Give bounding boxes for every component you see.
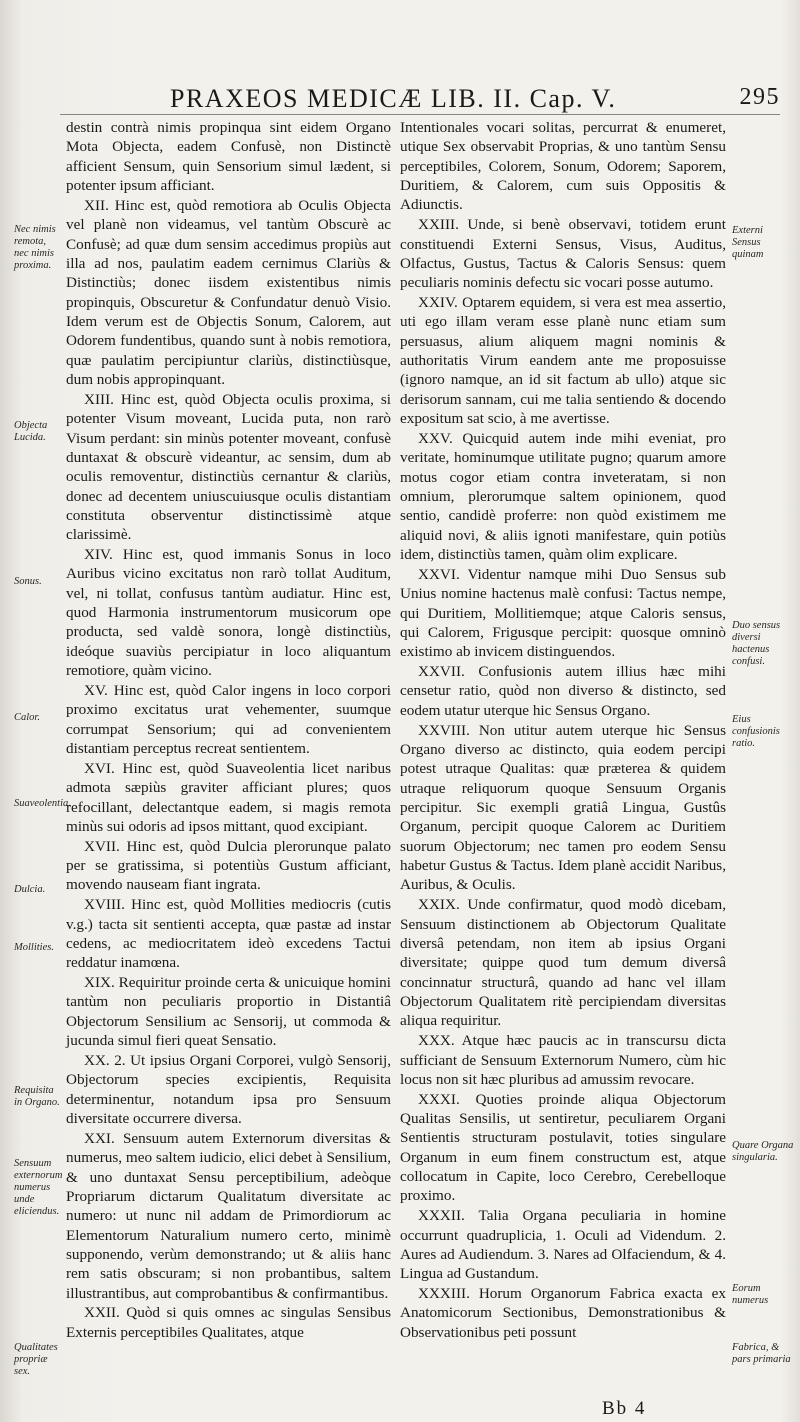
marginal-note: Quare Organa singularia.	[732, 1140, 794, 1163]
paragraph: XXX. Atque hæc paucis ac in transcursu dicta sufficiant de Sensuum Externorum Numero, cùm hic locus non sit hæc pluribus ad amussim revocare.	[400, 1032, 726, 1088]
paragraph: XX. 2. Ut ipsius Organi Corporei, vulgò Sensorij, Objectorum species excipientis, Requisita determinentur, notandum ipsa pro Sensuum diversitate occurrere diversa.	[66, 1052, 391, 1128]
paragraph: XXV. Quicquid autem inde mihi eveniat, pro veritate, hominumque utilitate pugno; quarum amore motus cogor etiam contra inveteratam, si non omnium, plerorumque saltem opinionem, quod sentio, candidè proferre: non quòd existimem me aliquid novi, & aliis ignoti manifestare, quin potiùs idem, distinctiùs tamen, quàm olim explicare.	[400, 430, 726, 564]
marginal-note: Duo sensus diversi hactenus confusi.	[732, 620, 781, 667]
marginal-note: Sonus.	[14, 576, 42, 587]
marginal-note: Mollities.	[14, 942, 54, 953]
paragraph: XIV. Hinc est, quod immanis Sonus in loco Auribus vicino excitatus non rarò tollat Auditum, vel, ni tollat, confusus tantùm audiatur. Hinc est, quod Harmonia instrumentorum musicorum ope producta, sed valdè sonora, longè distinctiùs, ideóque suaviùs percipiatur in loco aliquantum remotiore, quàm vicino.	[66, 546, 391, 680]
paragraph: XII. Hinc est, quòd remotiora ab Oculis Objecta vel planè non videamus, vel tantùm Obscurè ac Confusè; ad quæ dum sensim accedimus propiùs aut illa ad nos, paulatim eadem cernimus Clariùs & Distinctiùs; donec iisdem existentibus nimis propinquis, Obscuretur & Confundatur denuò Visio. Idem verum est de Objectis Sonum, Calorem, aut Odorem fundentibus, quando sunt à nobis remotiora, quæ paulatim percipiuntur clariùs, distinctiùsque, dum nobis appropinquant.	[66, 196, 391, 388]
paragraph: XXII. Quòd si quis omnes ac singulas Sensibus Externis perceptibiles Qualitates, atque	[66, 1304, 391, 1341]
paragraph: XXXIII. Horum Organorum Fabrica exacta ex Anatomicorum Sectionibus, Demonstrationibus & Observationibus peti possunt	[400, 1285, 726, 1341]
paragraph: XVII. Hinc est, quòd Dulcia plerorunque palato per se gratissima, si potentiùs Gustum afficiant, movendo nauseam fiant ingrata.	[66, 837, 391, 894]
paragraph: Intentionales vocari solitas, percurrat & enumeret, utique Sex observabit Proprias, & uno tantùm Sensu perceptibiles, Colorem, Sonum, Odorem; Saporem, Duritiem, & Calorem, cum suis Oppositis & Adiunctis.	[400, 119, 726, 214]
page-number: 295	[739, 84, 780, 110]
signature-mark: Bb 4	[602, 1398, 647, 1419]
marginal-note: Requisita in Organo.	[14, 1085, 60, 1108]
header-rule	[60, 114, 780, 115]
marginal-note: Qualitates propriæ sex.	[14, 1342, 58, 1377]
paragraph: XVIII. Hinc est, quòd Mollities mediocris (cutis v.g.) tacta sit sentienti accepta, quæ pastæ ad instar cedens, ac mediocritatem ideò excedens Tactui reddatur inamœna.	[66, 896, 391, 972]
paragraph: XXVI. Videntur namque mihi Duo Sensus sub Unius nomine hactenus malè confusi: Tactus nempe, qui Duritiem, Mollitiemque; atque Caloris sensus, qui Calorem, Frigusque percipit: quosque omninò existimo ab invicem distinguendos.	[400, 565, 726, 661]
marginal-note: Externi Sensus quinam	[732, 225, 764, 260]
paragraph: XXXI. Quoties proinde aliqua Objectorum Qualitas Sensilis, ut sentiretur, peculiarem Organi Sentientis structuram postulavit, toties singulare Organum in eum finem constructum est, atque collocatum in Capite, loco Cerebro, Cerebelloque proximo.	[400, 1090, 726, 1205]
marginal-note: Objecta Lucida.	[14, 420, 48, 443]
running-head	[170, 84, 780, 114]
paragraph: XXI. Sensuum autem Externorum diversitas & numerus, meo saltem iudicio, elici debet à Sensilium, & uno duntaxat Sensu perceptibilium, adeòque Propriarum dictarum Qualitatum diversitate ac numero: ut nunc nil addam de Primordiorum ac Elementorum Naturalium numero certo, minimè supponendo, verùm demonstrando; ut & aliis hanc rem satis obscuram; si non probantibus, saltem illustrantibus, aut comprobantibus & confirmantibus.	[66, 1129, 391, 1302]
paragraph: XXIII. Unde, si benè observavi, totidem erunt constituendi Externi Sensus, Visus, Auditus, Olfactus, Gustus, Tactus & Caloris Sensus: quem peculiaris nominis defectu sic vocari posse autumo.	[400, 216, 726, 292]
marginal-note: Calor.	[14, 712, 40, 723]
marginal-note: Eius confusionis ratio.	[732, 714, 780, 749]
paragraph: destin contrà nimis propinqua sint eidem Organo Mota Objecta, eadem Confusè, non Distinctè afficient Sensum, quin Sensorium simul lædent, si potenter ipsum afficiant.	[66, 119, 391, 195]
right-text-column	[400, 118, 726, 1398]
marginal-note: Sensuum externorum numerus unde eliciendus.	[14, 1158, 63, 1217]
paragraph: XIX. Requiritur proinde certa & unicuique homini tantùm non peculiaris proportio in Distantiâ Objectorum Sensilium ac Sensorij, ut commoda & jucunda simul fieri queat Sensatio.	[66, 974, 391, 1050]
marginal-note: Nec nimis remota, nec nimis proxima.	[14, 224, 56, 271]
paragraph: XXVII. Confusionis autem illius hæc mihi censetur ratio, quòd non diverso & distincto, sed eodem utatur uterque hic Sensus Organo.	[400, 663, 726, 719]
marginal-note: Dulcia.	[14, 884, 46, 895]
left-text-column	[66, 118, 391, 1398]
marginal-note: Suaveolentia.	[14, 798, 71, 809]
running-title: PRAXEOS MEDICÆ LIB. II. Cap. V.	[170, 84, 617, 113]
paragraph: XV. Hinc est, quòd Calor ingens in loco corpori proximo excitatus urat vehementer, suumque corrumpat Sensorium; qui ad convenientem distantiam perceptus recreat sentientem.	[66, 681, 391, 757]
paragraph: XVI. Hinc est, quòd Suaveolentia licet naribus admota sæpiùs graviter afficiant plures; quos refocillant, delectantque eadem, si magis remota minùs sui odoris ad ipsos mittant, quod excipiant.	[66, 759, 391, 835]
paragraph: XXXII. Talia Organa peculiaria in homine occurrunt quadruplicia, 1. Oculi ad Videndum. 2. Aures ad Audiendum. 3. Nares ad Olfaciendum, & 4. Lingua ad Gustandum.	[400, 1207, 726, 1283]
paragraph: XXIX. Unde confirmatur, quod modò dicebam, Sensuum distinctionem ab Objectorum Qualitate diversâ petendam, non item ab ipsius Organi diversitate; quippe quod tum demum diversâ concinnatur structurâ, quando ad hanc vel illam Objectorum Qualitatem ritè percipiendam diversitas aliqua requiritur.	[400, 896, 726, 1030]
paragraph: XXIV. Optarem equidem, si vera est mea assertio, uti ego illam veram esse planè nunc etiam sum persuasus, alium aliquem magni nominis & authoritatis Virum eandem ante me proposuisse (ignoro namque, an id sit factum ab ullo) atque sic derisorum sannam, cui me talia sentiendo & docendo expositum sat scio, à me avertisse.	[400, 294, 726, 428]
paragraph: XIII. Hinc est, quòd Objecta oculis proxima, si potenter Visum moveant, Lucida puta, non rarò Visum perdant: sin minùs potenter moveant, confusè duntaxat & obscurè videantur, ac sensim, dum ab oculis removentur, distinctiùs cernantur & clariùs, donec ad decentem uniuscuiusque oculis distantiam constituta observentur distinctissimè atque clarissimè.	[66, 390, 391, 544]
marginal-note: Eorum numerus	[732, 1283, 769, 1306]
marginal-note: Fabrica, & pars primaria	[732, 1342, 791, 1365]
paragraph: XXVIII. Non utitur autem uterque hic Sensus Organo diverso ac distincto, quia eodem percipi potest utraque Qualitas: quæ præterea & quidem utraque reliquorum quoque Sensuum Organis percipitur. Sic exempli gratiâ Lingua, Gustûs Organum, percipit quoque Calorem ac Duritiem suorum Objectorum; nec tamen pro eodem Sensu habetur Gustus & Tactus. Idem planè accidit Naribus, Auribus, & Oculis.	[400, 721, 726, 894]
